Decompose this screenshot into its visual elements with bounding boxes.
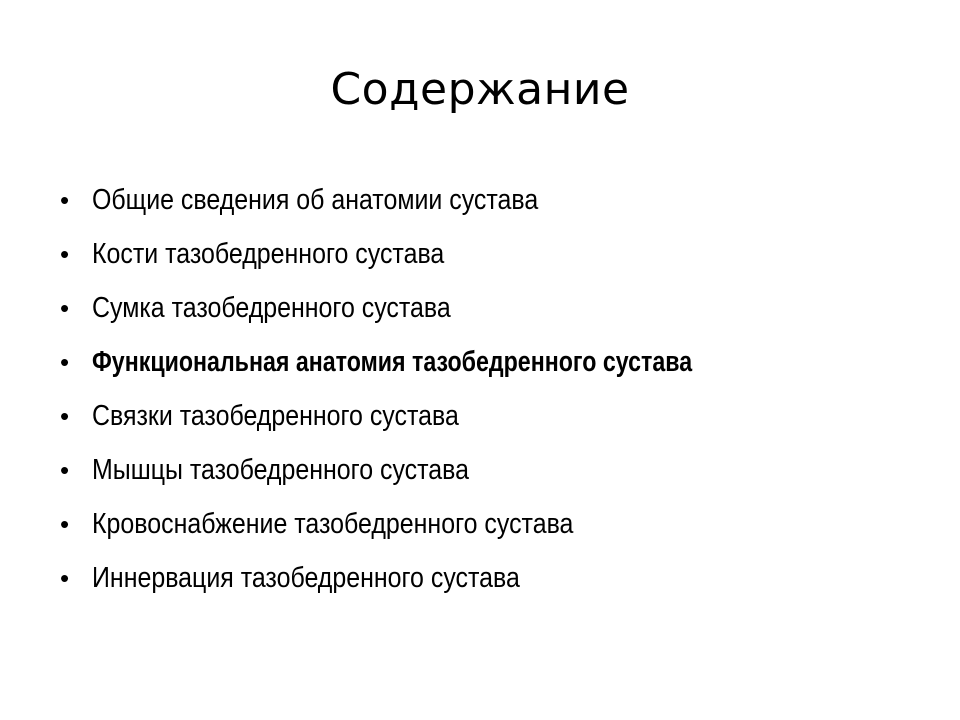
slide-title: Содержание	[330, 64, 630, 115]
list-item-general-anatomy	[60, 173, 940, 227]
list-item-ligaments	[60, 389, 940, 443]
list-item-capsule	[60, 281, 940, 335]
list-item-bones	[60, 227, 940, 281]
list-item-label: Кости тазобедренного сустава	[92, 237, 445, 270]
list-item-muscles	[60, 443, 940, 497]
bullet-icon: •	[60, 509, 70, 539]
list-item-functional-anatomy	[60, 335, 940, 389]
list-item-label: Связки тазобедренного сустава	[92, 399, 459, 432]
contents-list	[60, 173, 940, 605]
bullet-icon: •	[60, 455, 70, 485]
bullet-icon: •	[60, 293, 70, 323]
bullet-icon: •	[60, 185, 70, 215]
list-item-label: Функциональная анатомия тазобедренного сустава	[92, 345, 693, 378]
bullet-icon: •	[60, 347, 70, 377]
list-item-label: Общие сведения об анатомии сустава	[92, 183, 539, 216]
list-item-label: Кровоснабжение тазобедренного сустава	[92, 507, 574, 540]
bullet-icon: •	[60, 401, 70, 431]
list-item-label: Мышцы тазобедренного сустава	[92, 453, 469, 486]
list-item-label: Сумка тазобедренного сустава	[92, 291, 451, 324]
list-item-innervation	[60, 551, 940, 605]
bullet-icon: •	[60, 563, 70, 593]
bullet-icon: •	[60, 239, 70, 269]
list-item-label: Иннервация тазобедренного сустава	[92, 561, 520, 594]
list-item-blood-supply	[60, 497, 940, 551]
